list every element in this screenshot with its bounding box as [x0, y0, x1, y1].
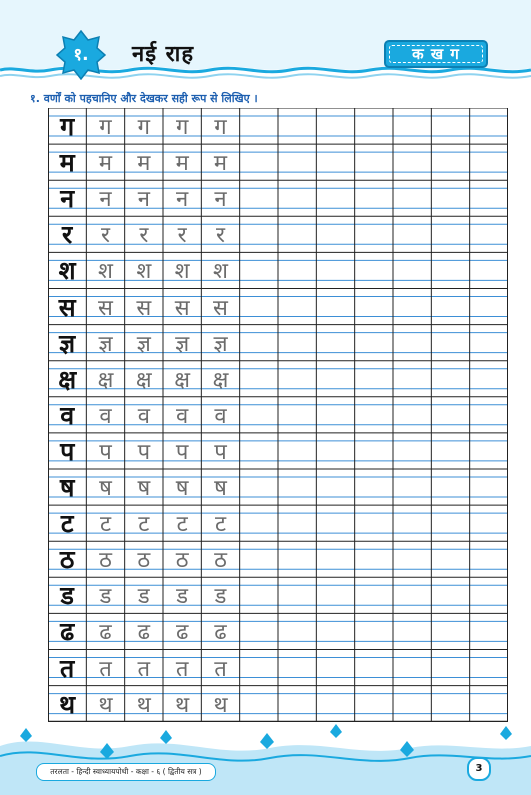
trace-letter: थ — [98, 692, 113, 718]
practice-cell[interactable] — [355, 650, 393, 686]
practice-cell[interactable] — [316, 686, 354, 722]
writing-grid — [48, 108, 508, 722]
practice-cell[interactable] — [355, 686, 393, 722]
model-letter: र — [62, 220, 73, 250]
practice-cell[interactable] — [470, 252, 508, 288]
practice-cell[interactable] — [470, 613, 508, 649]
practice-cell[interactable] — [316, 325, 354, 361]
model-letter: ष — [59, 473, 75, 502]
model-letter: स — [58, 292, 76, 322]
grid-row — [48, 289, 508, 325]
practice-cell[interactable] — [470, 108, 508, 144]
practice-cell[interactable] — [470, 469, 508, 505]
practice-cell[interactable] — [278, 180, 316, 216]
trace-letter: व — [99, 403, 112, 429]
lesson-tag: क ख ग — [412, 45, 460, 63]
practice-cell[interactable] — [278, 108, 316, 144]
trace-letter: स — [174, 295, 190, 321]
practice-cell[interactable] — [278, 216, 316, 252]
practice-cell[interactable] — [470, 397, 508, 433]
trace-letter: न — [176, 187, 189, 213]
model-letter: व — [60, 400, 75, 430]
practice-cell[interactable] — [316, 397, 354, 433]
practice-cell[interactable] — [431, 325, 469, 361]
practice-cell[interactable] — [355, 144, 393, 180]
trace-letter: ड — [176, 584, 189, 610]
practice-cell[interactable] — [240, 325, 278, 361]
trace-letter: त — [175, 656, 189, 682]
trace-letter: न — [137, 187, 150, 213]
practice-cell[interactable] — [393, 289, 431, 325]
practice-cell[interactable] — [393, 108, 431, 144]
trace-letter: प — [137, 439, 151, 465]
practice-cell[interactable] — [470, 650, 508, 686]
trace-letter: ग — [175, 115, 189, 140]
trace-letter: ठ — [99, 548, 112, 574]
practice-cell[interactable] — [278, 397, 316, 433]
practice-cell[interactable] — [240, 433, 278, 469]
trace-letter: स — [98, 295, 113, 321]
trace-letter: त — [99, 656, 112, 682]
model-letter: ठ — [59, 545, 75, 575]
grid-row — [48, 144, 508, 180]
trace-letter: श — [174, 259, 190, 285]
trace-letter: ड — [99, 584, 112, 610]
practice-cell[interactable] — [393, 469, 431, 505]
trace-letter: र — [139, 223, 149, 249]
practice-cell[interactable] — [240, 613, 278, 649]
practice-cell[interactable] — [316, 216, 354, 252]
trace-letter: म — [98, 151, 113, 177]
trace-letter: ढ — [214, 620, 227, 646]
trace-letter: क्ष — [97, 367, 114, 393]
grid-row — [48, 433, 508, 469]
practice-cell[interactable] — [240, 577, 278, 613]
practice-cell[interactable] — [316, 361, 354, 397]
practice-cell[interactable] — [240, 108, 278, 144]
trace-letter: प — [175, 439, 189, 465]
practice-cell[interactable] — [355, 541, 393, 577]
practice-cell[interactable] — [431, 650, 469, 686]
trace-letter: ष — [137, 476, 151, 501]
practice-cell[interactable] — [316, 144, 354, 180]
practice-cell[interactable] — [470, 144, 508, 180]
trace-letter: स — [213, 295, 228, 321]
practice-cell[interactable] — [470, 180, 508, 216]
practice-cell[interactable] — [240, 505, 278, 541]
practice-cell[interactable] — [240, 144, 278, 180]
model-letter: ढ — [60, 617, 75, 647]
practice-cell[interactable] — [355, 397, 393, 433]
trace-letter: ठ — [214, 548, 227, 574]
trace-letter: त — [214, 656, 227, 682]
practice-cell[interactable] — [393, 252, 431, 288]
trace-letter: ज्ञ — [136, 331, 151, 357]
practice-cell[interactable] — [431, 686, 469, 722]
trace-letter: ठ — [137, 548, 151, 574]
practice-cell[interactable] — [240, 541, 278, 577]
practice-cell[interactable] — [431, 469, 469, 505]
practice-cell[interactable] — [240, 252, 278, 288]
footer-book-title: तरलता - हिन्दी स्वाध्यायपोथी - कक्षा - ६ ( द्वितीय सत्र ) — [36, 763, 216, 781]
model-letter: म — [59, 148, 75, 178]
trace-letter: ट — [176, 512, 188, 538]
practice-cell[interactable] — [278, 252, 316, 288]
practice-cell[interactable] — [393, 613, 431, 649]
practice-cell[interactable] — [393, 686, 431, 722]
trace-letter: थ — [213, 692, 228, 718]
grid-row — [48, 686, 508, 722]
practice-cell[interactable] — [393, 397, 431, 433]
practice-cell[interactable] — [393, 144, 431, 180]
practice-cell[interactable] — [316, 289, 354, 325]
practice-cell[interactable] — [470, 361, 508, 397]
practice-cell[interactable] — [240, 686, 278, 722]
practice-cell[interactable] — [278, 541, 316, 577]
trace-letter: व — [137, 403, 150, 429]
practice-cell[interactable] — [431, 180, 469, 216]
practice-cell[interactable] — [240, 361, 278, 397]
practice-cell[interactable] — [393, 433, 431, 469]
trace-letter: र — [100, 223, 110, 249]
practice-cell[interactable] — [431, 541, 469, 577]
practice-cell[interactable] — [470, 686, 508, 722]
trace-letter: ढ — [99, 620, 112, 646]
grid-row — [48, 650, 508, 686]
trace-letter: ष — [214, 476, 227, 501]
model-letter: न — [60, 184, 75, 214]
practice-cell[interactable] — [470, 289, 508, 325]
practice-cell[interactable] — [393, 216, 431, 252]
trace-letter: व — [214, 403, 227, 429]
practice-cell[interactable] — [240, 650, 278, 686]
grid-row — [48, 361, 508, 397]
practice-cell[interactable] — [278, 650, 316, 686]
model-letter: ग — [60, 112, 75, 141]
lesson-title: नई राह — [132, 42, 195, 67]
practice-cell[interactable] — [431, 505, 469, 541]
page-number: 3 — [467, 757, 491, 781]
trace-letter: ग — [99, 115, 112, 140]
trace-letter: ज्ञ — [175, 331, 190, 357]
practice-cell[interactable] — [431, 361, 469, 397]
practice-cell[interactable] — [393, 541, 431, 577]
lesson-number: १. — [73, 45, 89, 65]
practice-cell[interactable] — [470, 577, 508, 613]
trace-letter: क्ष — [174, 367, 191, 393]
trace-letter: ड — [137, 584, 150, 610]
trace-letter: ट — [99, 512, 112, 538]
trace-letter: र — [177, 223, 187, 249]
trace-letter: र — [215, 223, 225, 249]
trace-letter: थ — [136, 692, 151, 718]
practice-cell[interactable] — [431, 577, 469, 613]
model-letter: ड — [60, 581, 74, 611]
practice-cell[interactable] — [431, 108, 469, 144]
trace-letter: क्ष — [135, 367, 152, 393]
practice-cell[interactable] — [431, 613, 469, 649]
practice-cell[interactable] — [470, 433, 508, 469]
practice-cell[interactable] — [393, 361, 431, 397]
grid-row — [48, 577, 508, 613]
grid-row — [48, 541, 508, 577]
trace-letter: न — [99, 187, 112, 213]
grid-row — [48, 180, 508, 216]
model-letter: ट — [60, 509, 74, 539]
practice-cell[interactable] — [431, 252, 469, 288]
model-letter: त — [60, 653, 75, 683]
practice-cell[interactable] — [393, 180, 431, 216]
grid-row — [48, 252, 508, 288]
practice-cell[interactable] — [278, 577, 316, 613]
practice-cell[interactable] — [278, 325, 316, 361]
model-letter: प — [60, 436, 75, 466]
grid-row — [48, 613, 508, 649]
exercise-instruction: १. वर्णों को पहचानिए और देखकर सही रूप से लिखिए । — [30, 92, 258, 105]
trace-letter: ष — [175, 476, 189, 501]
trace-letter: श — [136, 259, 152, 285]
practice-cell[interactable] — [431, 397, 469, 433]
practice-cell[interactable] — [355, 577, 393, 613]
practice-cell[interactable] — [278, 505, 316, 541]
trace-letter: म — [213, 151, 228, 177]
trace-letter: ठ — [175, 548, 189, 574]
practice-cell[interactable] — [240, 469, 278, 505]
trace-letter: ज्ञ — [213, 331, 228, 357]
trace-letter: ढ — [137, 620, 151, 646]
grid-row — [48, 216, 508, 252]
practice-cell[interactable] — [240, 180, 278, 216]
model-letter: थ — [59, 689, 76, 719]
practice-cell[interactable] — [240, 289, 278, 325]
practice-cell[interactable] — [431, 433, 469, 469]
grid-row — [48, 397, 508, 433]
grid-row — [48, 469, 508, 505]
grid-row — [48, 108, 508, 144]
practice-cell[interactable] — [431, 289, 469, 325]
trace-letter: श — [213, 259, 228, 285]
practice-cell[interactable] — [431, 216, 469, 252]
grid-row — [48, 505, 508, 541]
practice-cell[interactable] — [393, 505, 431, 541]
trace-letter: ग — [214, 115, 227, 140]
practice-cell[interactable] — [355, 613, 393, 649]
trace-letter: श — [98, 259, 113, 285]
practice-cell[interactable] — [278, 613, 316, 649]
trace-letter: न — [214, 187, 227, 213]
practice-cell[interactable] — [316, 650, 354, 686]
model-letter: क्ष — [58, 364, 77, 394]
practice-cell[interactable] — [470, 216, 508, 252]
practice-cell[interactable] — [355, 180, 393, 216]
practice-cell[interactable] — [393, 650, 431, 686]
practice-cell[interactable] — [316, 613, 354, 649]
practice-cell[interactable] — [316, 505, 354, 541]
practice-cell[interactable] — [355, 505, 393, 541]
practice-cell[interactable] — [393, 577, 431, 613]
practice-cell[interactable] — [355, 108, 393, 144]
practice-cell[interactable] — [316, 433, 354, 469]
trace-letter: म — [175, 151, 189, 177]
trace-letter: ज्ञ — [98, 331, 113, 357]
practice-cell[interactable] — [355, 252, 393, 288]
grid-row — [48, 325, 508, 361]
practice-cell[interactable] — [355, 289, 393, 325]
trace-letter: ट — [214, 512, 227, 538]
practice-cell[interactable] — [316, 469, 354, 505]
practice-cell[interactable] — [278, 433, 316, 469]
practice-cell[interactable] — [470, 505, 508, 541]
practice-cell[interactable] — [278, 144, 316, 180]
footer-wave — [0, 722, 531, 795]
trace-letter: व — [176, 403, 189, 429]
practice-cell[interactable] — [240, 397, 278, 433]
trace-letter: ष — [99, 476, 112, 501]
trace-letter: म — [137, 151, 151, 177]
trace-letter: ट — [138, 512, 150, 538]
practice-cell[interactable] — [278, 361, 316, 397]
trace-letter: प — [99, 439, 112, 465]
practice-cell[interactable] — [240, 216, 278, 252]
practice-cell[interactable] — [355, 216, 393, 252]
model-letter: ज्ञ — [59, 328, 76, 358]
practice-cell[interactable] — [278, 289, 316, 325]
trace-letter: ड — [214, 584, 227, 610]
practice-cell[interactable] — [316, 252, 354, 288]
practice-cell[interactable] — [278, 686, 316, 722]
trace-letter: क्ष — [212, 367, 229, 393]
practice-cell[interactable] — [355, 469, 393, 505]
trace-letter: प — [214, 439, 227, 465]
practice-cell[interactable] — [393, 325, 431, 361]
practice-cell[interactable] — [355, 361, 393, 397]
trace-letter: त — [137, 656, 151, 682]
practice-cell[interactable] — [431, 144, 469, 180]
trace-letter: ग — [137, 115, 151, 140]
trace-letter: स — [136, 295, 152, 321]
model-letter: श — [58, 256, 76, 286]
practice-cell[interactable] — [316, 541, 354, 577]
trace-letter: थ — [175, 692, 190, 718]
practice-cell[interactable] — [278, 469, 316, 505]
practice-cell[interactable] — [355, 433, 393, 469]
practice-cell[interactable] — [470, 541, 508, 577]
practice-cell[interactable] — [470, 325, 508, 361]
practice-cell[interactable] — [316, 108, 354, 144]
practice-cell[interactable] — [316, 180, 354, 216]
practice-cell[interactable] — [316, 577, 354, 613]
trace-letter: ढ — [175, 620, 189, 646]
practice-cell[interactable] — [355, 325, 393, 361]
